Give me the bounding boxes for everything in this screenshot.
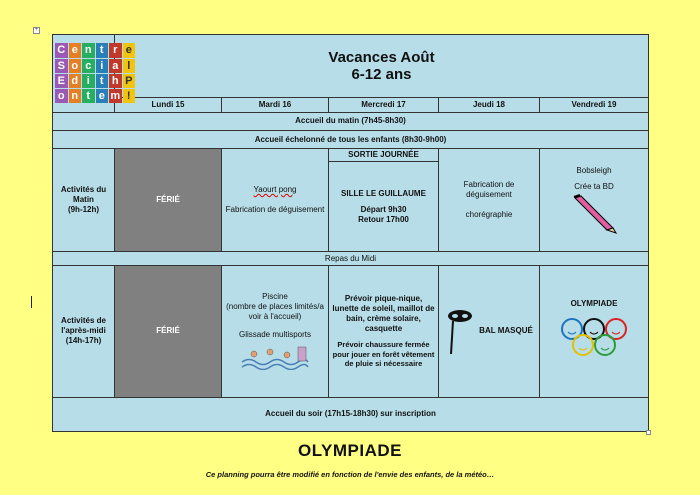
morning-vendredi-line1: Bobsleigh — [576, 166, 612, 176]
logo-letter: P — [123, 74, 136, 88]
mercredi-place: SILLE LE GUILLAUME — [341, 188, 426, 198]
logo-letter: o — [55, 89, 68, 103]
afternoon-mardi-line2: (nombre de places limités/a voir à l'accueil) — [226, 302, 324, 322]
page-subtitle: 6-12 ans — [351, 65, 412, 83]
footer-note: Ce planning pourra être modifié en fonction de l'envie des enfants, de la météo… — [205, 470, 495, 479]
afternoon-mercredi-line2: Prévoir chaussure fermée pour jouer en forêt vêtement de pluie si nécessaire — [332, 340, 435, 369]
logo-letter: o — [69, 59, 82, 73]
morning-label-line3: (9h-12h) — [67, 205, 100, 215]
morning-jeudi-line1: Fabrication de déguisement — [463, 180, 515, 200]
logo-letter: a — [109, 59, 122, 73]
logo-letter: t — [82, 89, 95, 103]
logo-letter: m — [110, 90, 121, 103]
logo-letter: t — [96, 43, 109, 57]
pencil-icon — [569, 194, 619, 234]
morning-vendredi-line2: Crée ta BD — [574, 182, 614, 192]
afternoon-label-line1: Activités de — [61, 316, 106, 326]
accueil-echelonne-band: Accueil échelonné de tous les enfants (8h30-9h00) — [53, 130, 649, 148]
text-cursor — [31, 296, 32, 308]
logo-letter: e — [123, 43, 136, 57]
logo-letter: t — [96, 74, 109, 88]
table-resize-handle-icon[interactable] — [646, 430, 651, 435]
afternoon-jeudi — [439, 266, 540, 397]
repas-band: Repas du Midi — [53, 252, 649, 266]
logo-letter: E — [55, 74, 68, 88]
day-header-mercredi: Mercredi 17 — [329, 97, 439, 112]
logo-letter: i — [82, 74, 95, 88]
afternoon-mardi-line1: Piscine — [262, 292, 288, 302]
mercredi-depart: Départ 9h30 — [360, 204, 407, 214]
morning-label-line2: Matin — [73, 195, 94, 205]
morning-jeudi — [439, 149, 540, 252]
table-move-handle-icon[interactable]: + — [34, 27, 39, 33]
afternoon-label-line3: (14h-17h) — [65, 336, 102, 346]
day-header-lundi: Lundi 15 — [115, 97, 222, 112]
logo-letter: d — [69, 74, 82, 88]
morning-lundi-ferie: FÉRIÉ — [115, 149, 222, 252]
day-header-vendredi: Vendredi 19 — [540, 97, 649, 112]
morning-jeudi-line2: chorégraphie — [465, 210, 513, 220]
afternoon-mercredi-line1: Prévoir pique-nique, lunette de soleil, maillot de bain, crème solaire, casquette — [332, 294, 435, 334]
logo-letter: ! — [123, 89, 136, 103]
morning-mardi-line2: Fabrication de déguisement — [225, 205, 325, 215]
logo-letter: i — [96, 59, 109, 73]
mercredi-sortie-label: SORTIE JOURNÉE — [329, 149, 438, 162]
morning-mardi — [222, 149, 329, 252]
afternoon-vendredi — [540, 266, 649, 397]
logo-letter: e — [96, 89, 109, 103]
morning-label — [53, 149, 115, 252]
afternoon-lundi-ferie: FÉRIÉ — [115, 266, 222, 397]
footer-title: OLYMPIADE — [297, 441, 402, 460]
logo-letter: r — [109, 43, 122, 57]
morning-mercredi — [329, 149, 439, 252]
centre-social-logo — [55, 43, 135, 103]
logo-letter: c — [82, 59, 95, 73]
morning-label-line1: Activités du — [60, 185, 107, 195]
planning-table — [52, 34, 649, 432]
afternoon-mardi-line3: Glissade multisports — [238, 330, 312, 340]
day-header-jeudi: Jeudi 18 — [439, 97, 540, 112]
morning-mardi-line1: Yaourt pong — [253, 185, 297, 195]
bal-masque-label: BAL MASQUÉ — [479, 326, 533, 336]
accueil-soir-band: Accueil du soir (17h15-18h30) sur inscription — [53, 397, 649, 431]
olympic-rings-icon — [559, 313, 629, 363]
logo-letter: S — [55, 59, 68, 73]
logo-letter: l — [123, 59, 136, 73]
morning-vendredi — [540, 149, 649, 252]
page-title: Vacances Août — [328, 48, 435, 66]
accueil-matin-band: Accueil du matin (7h45-8h30) — [53, 112, 649, 130]
afternoon-label-line2: l'après-midi — [61, 326, 106, 336]
mask-icon — [445, 306, 475, 356]
logo-letter: n — [82, 43, 95, 57]
mercredi-retour: Retour 17h00 — [358, 214, 409, 224]
logo-letter: h — [109, 74, 122, 88]
logo-letter: C — [55, 43, 68, 57]
day-header-mardi: Mardi 16 — [222, 97, 329, 112]
logo-cell — [53, 35, 133, 113]
olympiade-label: OLYMPIADE — [570, 299, 618, 309]
afternoon-mercredi — [329, 266, 439, 397]
logo-letter: e — [69, 43, 82, 57]
afternoon-mardi — [222, 266, 329, 397]
logo-letter: n — [69, 89, 82, 103]
swimming-pool-icon — [240, 344, 310, 370]
afternoon-label — [53, 266, 115, 397]
title-cell — [115, 35, 649, 98]
